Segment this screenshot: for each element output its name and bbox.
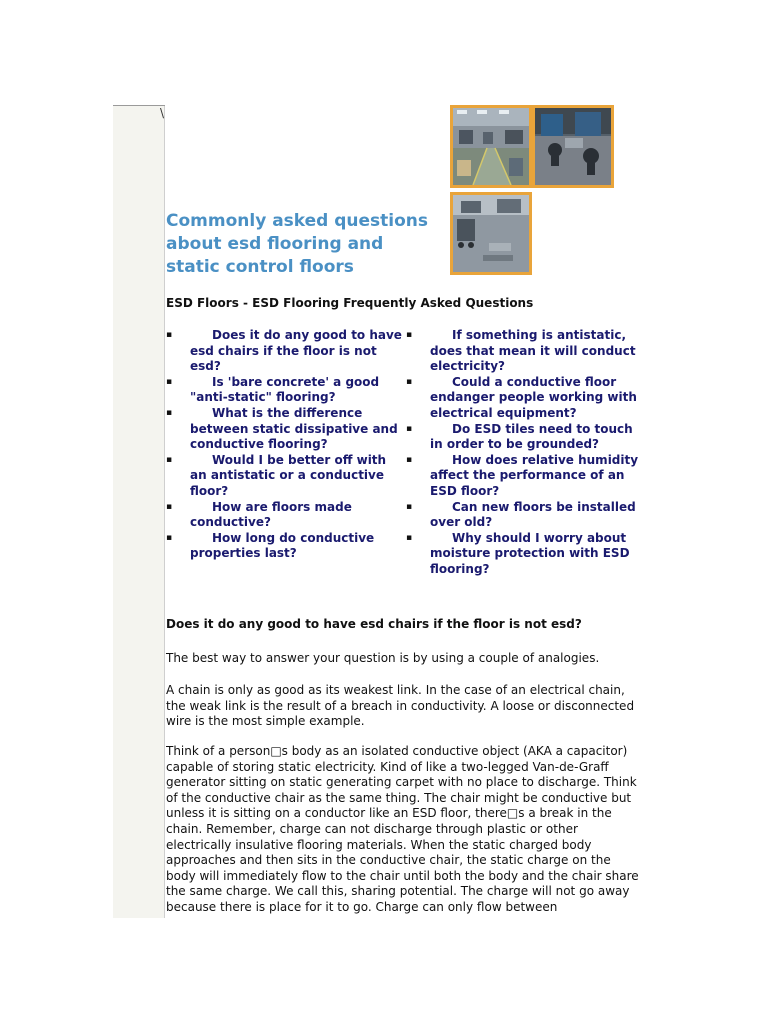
faq-question[interactable]: Is 'bare concrete' a good "anti-static" flooring? [190,374,380,405]
faq-question[interactable]: How does relative humidity affect the performance of an ESD floor? [430,452,639,498]
bullet-icon: ▪ [406,454,413,465]
office-chairs-photo [532,105,614,188]
faq-question[interactable]: Could a conductive floor endanger people working with electrical equipment? [430,374,637,420]
faq-question[interactable]: Do ESD tiles need to touch in order to be grounded? [430,421,633,452]
faq-link[interactable] [406,422,642,453]
bullet-icon: ▪ [406,423,413,434]
faq-list-right [406,328,642,578]
faq-link[interactable] [166,406,402,453]
margin-top-rule [113,105,165,106]
page-title [166,210,446,279]
bullet-icon: ▪ [406,532,413,543]
bullet-icon: ▪ [166,330,173,340]
faq-question[interactable]: What is the difference between static dissipative and conductive flooring? [190,405,398,452]
answer-paragraph: A chain is only as good as its weakest link. In the case of an electrical chain, the weak link is the result of a breach in conductivity. A loose or disconnected wire is the most simple example. [166,683,635,729]
title-line: static control floors [166,257,354,277]
faq-link[interactable] [166,531,402,562]
faq-question[interactable]: How long do conductive properties last? [190,530,375,561]
bullet-icon: ▪ [166,454,173,465]
faq-question[interactable]: Would I be better off with an antistatic or a conductive floor? [190,452,387,498]
faq-link[interactable] [406,531,642,578]
faq-link[interactable] [406,375,642,422]
answer-heading: Does it do any good to have esd chairs if the floor is not esd? [166,617,582,631]
title-line: Commonly asked questions [166,211,429,231]
answer-paragraph: The best way to answer your question is by using a couple of analogies. [166,651,600,665]
faq-link[interactable] [406,328,642,375]
lab-floor-photo [450,192,532,275]
title-line: about esd flooring and [166,234,384,254]
stray-backslash: \ [160,106,165,120]
bullet-icon: ▪ [166,501,173,512]
faq-question[interactable]: How are floors made conductive? [190,499,352,530]
bullet-icon: ▪ [166,532,173,543]
factory-floor-photo [450,105,532,188]
faq-question[interactable]: Does it do any good to have esd chairs if the floor is not esd? [190,328,402,374]
faq-list-left [166,328,402,562]
bullet-icon: ▪ [166,376,173,387]
faq-link[interactable] [166,375,402,406]
faq-link[interactable] [406,500,642,531]
faq-question[interactable]: Why should I worry about moisture protection with ESD flooring? [430,530,630,576]
answer-paragraph: Think of a person□s body as an isolated conductive object (AKA a capacitor) capable of storing static electricity. Kind of like a two-legged Van-de-Graff generator sitting on static generating carpet with no place to discharge. Think of the conductive chair as the same thing. The chair might be conductive but unless it is sitting on a conductor like an ESD floor, there□s a break in the chain. Remember, charge can not discharge through plastic or other electrically insulative flooring materials. When the static charged body approaches and then sits in the conductive chair, the static charge on the body will immediately flow to the chair until both the body and the chair share the same charge. We call this, sharing potential. The charge will not go away because there is place for it to go. Charge can only flow between [166,744,639,914]
faq-question[interactable]: If something is antistatic, does that mean it will conduct electricity? [430,328,636,374]
faq-link[interactable] [166,453,402,500]
faq-link[interactable] [166,328,402,375]
bullet-icon: ▪ [166,407,173,418]
faq-link[interactable] [166,500,402,531]
faq-link[interactable] [406,453,642,500]
faq-subtitle: ESD Floors - ESD Flooring Frequently Asked Questions [166,296,534,310]
bullet-icon: ▪ [406,330,413,340]
bullet-icon: ▪ [406,501,413,512]
faq-question[interactable]: Can new floors be installed over old? [430,499,636,530]
left-margin-bar [113,105,165,918]
bullet-icon: ▪ [406,376,413,387]
margin-divider [164,105,165,918]
